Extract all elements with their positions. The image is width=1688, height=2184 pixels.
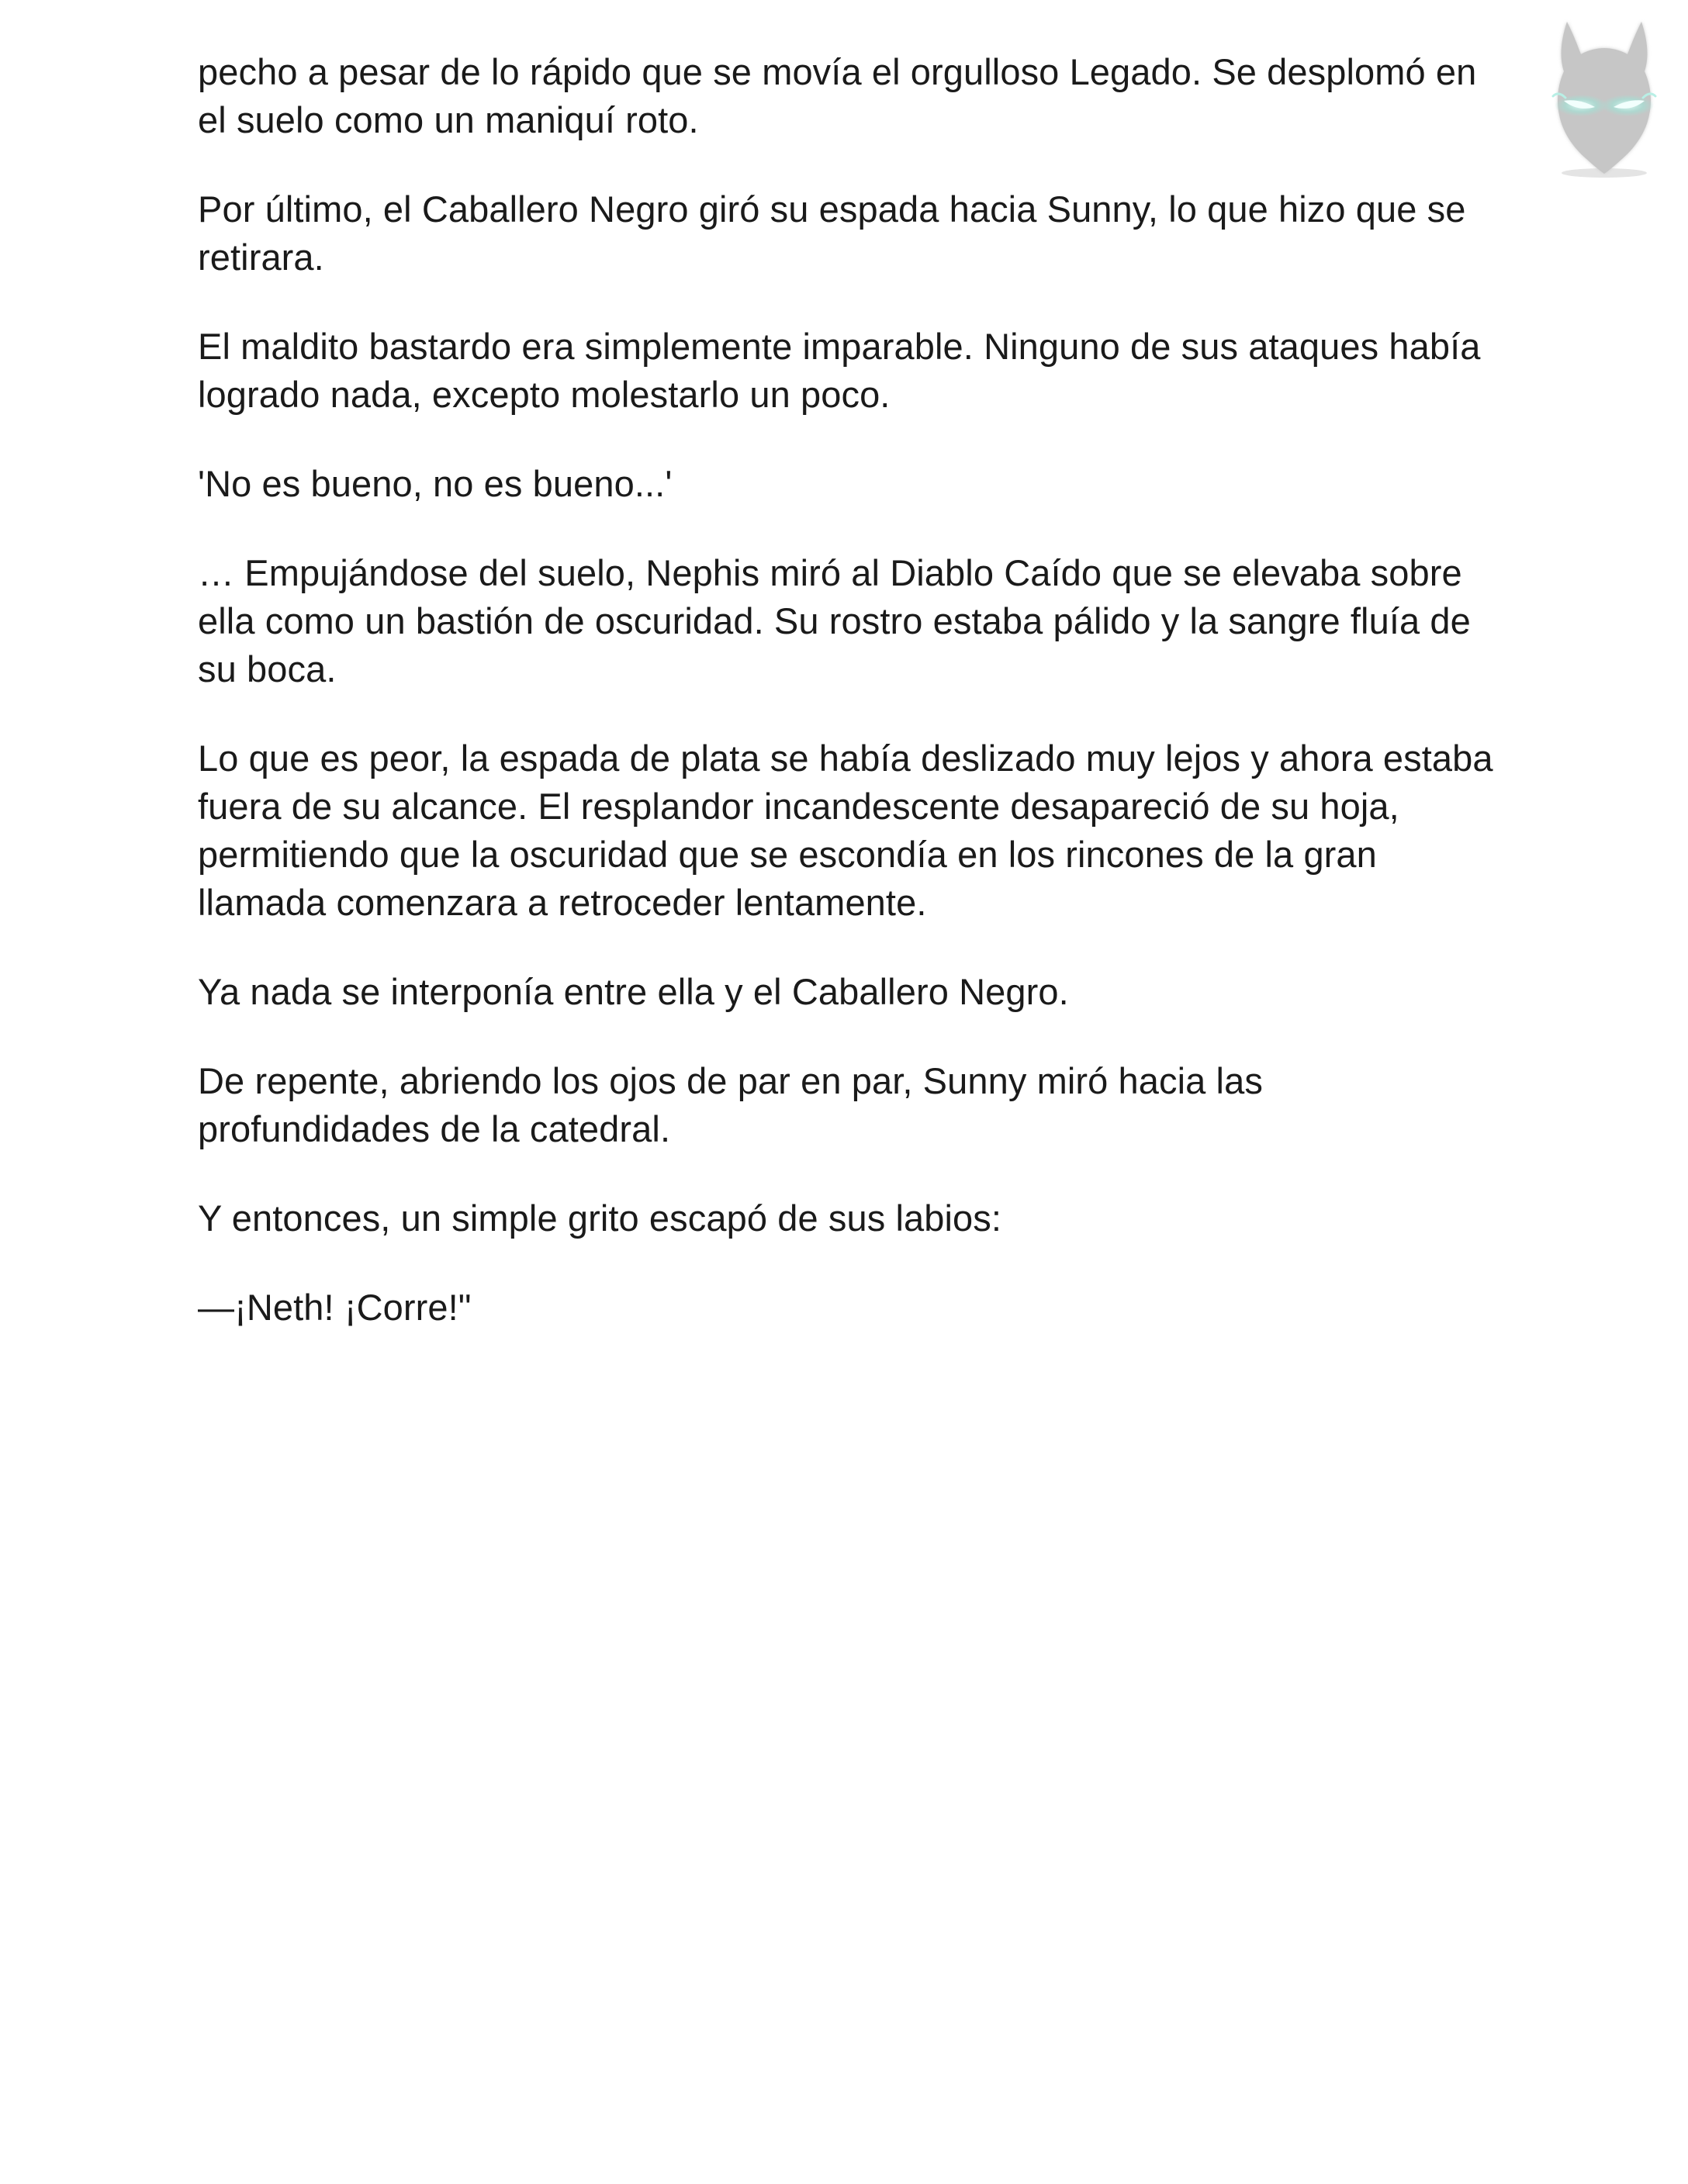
document-body [198, 48, 1501, 1373]
paragraph: El maldito bastardo era simplemente imparable. Ninguno de sus ataques había logrado nada, excepto molestarlo un poco. [198, 326, 1481, 415]
paragraph: 'No es bueno, no es bueno...' [198, 463, 673, 504]
paragraph: Por último, el Caballero Negro giró su espada hacia Sunny, lo que hizo que se retirara. [198, 188, 1466, 278]
paragraph: … Empujándose del suelo, Nephis miró al Diablo Caído que se elevaba sobre ella como un bastión de oscuridad. Su rostro estaba pálido y la sangre fluía de su boca. [198, 552, 1471, 689]
paragraph: Ya nada se interponía entre ella y el Caballero Negro. [198, 971, 1069, 1012]
paragraph: De repente, abriendo los ojos de par en par, Sunny miró hacia las profundidades de la catedral. [198, 1060, 1263, 1149]
paragraph: Y entonces, un simple grito escapó de sus labios: [198, 1197, 1002, 1239]
demon-head-watermark-icon [1527, 14, 1682, 185]
paragraph: —¡Neth! ¡Corre!" [198, 1287, 472, 1328]
paragraph: pecho a pesar de lo rápido que se movía el orgulloso Legado. Se desplomó en el suelo como un maniquí roto. [198, 51, 1477, 140]
paragraph: Lo que es peor, la espada de plata se había deslizado muy lejos y ahora estaba fuera de su alcance. El resplandor incandescente desapareció de su hoja, permitiendo que la oscuridad que se escondía en los rincones de la gran llamada comenzara a retroceder lentamente. [198, 738, 1493, 923]
